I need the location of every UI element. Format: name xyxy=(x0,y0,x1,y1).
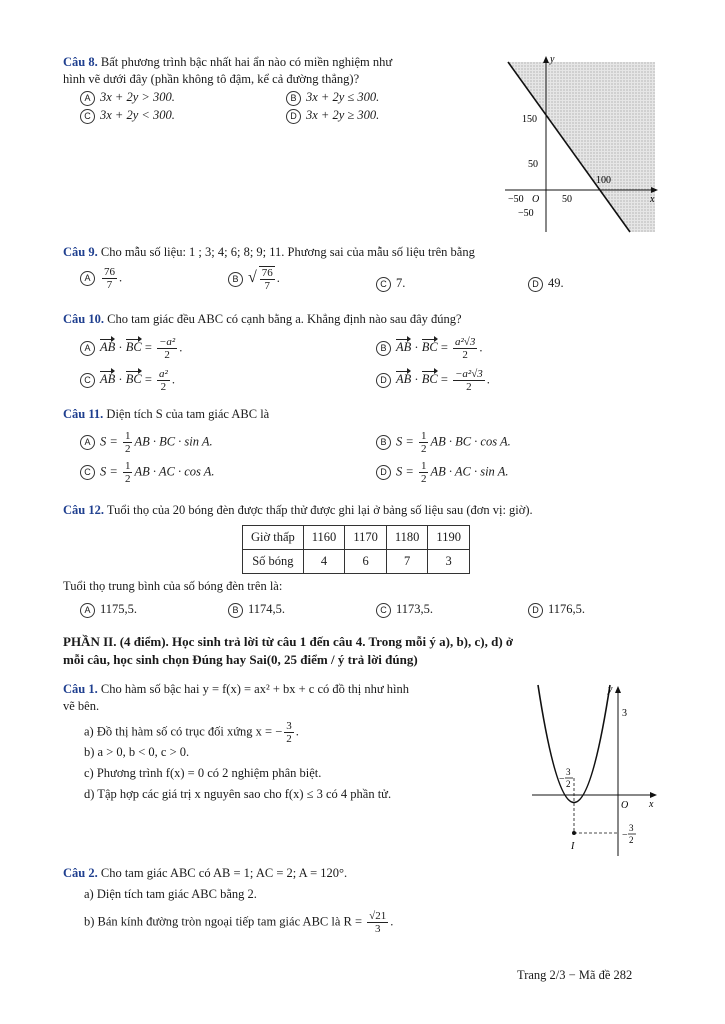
table-cell: 6 xyxy=(345,550,387,574)
q12-text: Tuổi thọ của 20 bóng đèn được thấp thử được ghi lại ở bảng số liệu sau (đơn vị: giờ). xyxy=(106,503,533,517)
p2q1-y-arrow xyxy=(615,686,621,693)
q11-text: Diện tích S của tam giác ABC là xyxy=(106,407,270,421)
p2q1-line1 xyxy=(63,682,409,697)
q12-table xyxy=(242,525,470,574)
p2q1-x-arrow xyxy=(650,792,657,798)
q12-question: Tuổi thọ trung bình của số bóng đèn trên là: xyxy=(63,579,283,593)
table-row xyxy=(243,526,470,550)
part2-heading-line2: mỗi câu, học sinh chọn Đúng hay Sai(0, 25 điểm / ý trả lời đúng) xyxy=(63,652,418,667)
table-cell: 1190 xyxy=(428,526,470,550)
table-cell: 7 xyxy=(386,550,428,574)
table-cell: 1180 xyxy=(386,526,428,550)
q8-graph xyxy=(500,50,665,235)
p2q1-item-d[interactable]: d) Tập hợp các giá trị x nguyên sao cho f(x) ≤ 3 có 4 phần tử. xyxy=(84,787,392,801)
table-row xyxy=(243,550,470,574)
p2q1-tick-3: 3 xyxy=(622,708,627,719)
q9-label: Câu 9. xyxy=(63,245,98,259)
q9-option-c[interactable]: C 7. xyxy=(376,276,405,292)
q8-tick-50x: 50 xyxy=(562,194,572,205)
q8-tick-150: 150 xyxy=(522,114,537,125)
q8-tick-100: 100 xyxy=(596,175,611,186)
q8-tick-50y: 50 xyxy=(528,159,538,170)
p2q1-y-minus: − xyxy=(622,830,628,841)
q11-option-d[interactable]: D S = $\frac{1}{2}$ AB · AC · sin A. xyxy=(376,460,508,485)
q8-tick-m50y: −50 xyxy=(518,208,534,219)
q11-line xyxy=(63,407,269,422)
p2q2-item-a[interactable]: a) Diện tích tam giác ABC bằng 2. xyxy=(84,887,257,901)
q8-y-arrow xyxy=(543,56,549,63)
p2q1-x-num: 3 xyxy=(566,767,571,777)
q8-y-label: y xyxy=(550,54,555,65)
table-cell: Giờ thấp xyxy=(243,526,304,550)
q8-text1: Bất phương trình bậc nhất hai ẩn nào có miền nghiệm như xyxy=(100,55,393,69)
q8-x-label: x xyxy=(650,194,655,205)
q10-option-a[interactable]: A AB · BC = $\frac{\text{−a²}}{2}$ . xyxy=(80,336,182,361)
q8-option-c[interactable]: C 3x + 2y < 300. xyxy=(80,108,175,124)
page-footer: Trang 2/3 − Mã đề 282 xyxy=(517,968,633,982)
q9-option-b[interactable]: B √ $\frac{76}{7}$ . xyxy=(228,266,280,292)
q10-option-c[interactable]: C AB · BC = $\frac{\text{a²}}{2}$ . xyxy=(80,368,175,393)
q12-option-c[interactable]: C 1173,5. xyxy=(376,602,433,618)
p2q2-item-b[interactable]: b) Bán kính đường tròn ngoại tiếp tam giác ABC là R = $\frac{√21}{3}$ . xyxy=(84,910,394,935)
p2q1-item-a[interactable]: a) Đồ thị hàm số có trục đối xứng x = − $\frac{3}{2}$ . xyxy=(84,720,299,745)
q12-option-a[interactable]: A 1175,5. xyxy=(80,602,137,618)
p2q2-line xyxy=(63,866,347,881)
p2q1-x-den: 2 xyxy=(566,779,571,789)
q8-option-d[interactable]: D 3x + 2y ≥ 300. xyxy=(286,108,379,124)
q9-line xyxy=(63,245,475,260)
q9-text: Cho mẫu số liệu: 1 ; 3; 4; 6; 8; 9; 11. Phương sai của mẫu số liệu trên bằng xyxy=(100,245,475,259)
part2-heading-line1: PHẦN II. (4 điểm). Học sinh trả lời từ câu 1 đến câu 4. Trong mỗi ý a), b), c), d) ở xyxy=(63,634,514,649)
q9-option-a[interactable]: A $\frac{76}{7}$ . xyxy=(80,266,122,291)
q8-origin: O xyxy=(532,194,540,205)
table-cell: 1160 xyxy=(303,526,345,550)
q8-option-a[interactable]: A 3x + 2y > 300. xyxy=(80,90,175,106)
p2q1-item-b[interactable]: b) a > 0, b < 0, c > 0. xyxy=(84,745,190,759)
q8-option-b[interactable]: B 3x + 2y ≤ 300. xyxy=(286,90,379,106)
q12-line xyxy=(63,503,533,518)
q10-option-b[interactable]: B AB · BC = $\frac{\text{a²√3}}{2}$ . xyxy=(376,336,482,361)
q10-line xyxy=(63,312,462,327)
p2q1-graph xyxy=(528,680,663,860)
q11-label: Câu 11. xyxy=(63,407,104,421)
p2q1-vertex-label: I xyxy=(571,841,575,852)
table-cell: Số bóng xyxy=(243,550,304,574)
p2q2-text: Cho tam giác ABC có AB = 1; AC = 2; A = 120°. xyxy=(100,866,348,880)
table-cell: 3 xyxy=(428,550,470,574)
q8-shaded-region xyxy=(508,62,655,232)
q11-option-a[interactable]: A S = $\frac{1}{2}$ AB · BC · sin A. xyxy=(80,430,213,455)
p2q1-y-den: 2 xyxy=(629,835,634,845)
q10-text: Cho tam giác đều ABC có cạnh bằng a. Khẳng định nào sau đây đúng? xyxy=(107,312,462,326)
q8-text2: hình vẽ dưới đây (phần không tô đậm, kể cả đường thẳng)? xyxy=(63,72,360,86)
q12-option-b[interactable]: B 1174,5. xyxy=(228,602,285,618)
p2q1-label: Câu 1. xyxy=(63,682,98,696)
p2q1-y-num: 3 xyxy=(629,823,634,833)
q11-option-c[interactable]: C S = $\frac{1}{2}$ AB · AC · cos A. xyxy=(80,460,215,485)
p2q2-label: Câu 2. xyxy=(63,866,98,880)
table-cell: 4 xyxy=(303,550,345,574)
p2q1-x-label: x xyxy=(649,799,654,810)
p2q1-origin: O xyxy=(621,800,629,811)
q10-option-d[interactable]: D AB · BC = $\frac{\text{−a²√3}}{2}$ . xyxy=(376,368,490,393)
p2q1-text2: vẽ bên. xyxy=(63,699,100,713)
p2q1-y-label: y xyxy=(608,684,613,695)
q8-line1 xyxy=(63,55,392,70)
q9-option-d[interactable]: D 49. xyxy=(528,276,564,292)
p2q1-text1: Cho hàm số bậc hai y = f(x) = ax² + bx + c có đồ thị như hình xyxy=(100,682,409,696)
q12-option-d[interactable]: D 1176,5. xyxy=(528,602,585,618)
q12-label: Câu 12. xyxy=(63,503,104,517)
q10-label: Câu 10. xyxy=(63,312,104,326)
q11-option-b[interactable]: B S = $\frac{1}{2}$ AB · BC · cos A. xyxy=(376,430,511,455)
p2q1-item-c[interactable]: c) Phương trình f(x) = 0 có 2 nghiệm phân biệt. xyxy=(84,766,322,780)
p2q1-x-minus: − xyxy=(559,774,565,785)
q8-tick-m50x: −50 xyxy=(508,194,524,205)
q8-label: Câu 8. xyxy=(63,55,98,69)
table-cell: 1170 xyxy=(345,526,387,550)
